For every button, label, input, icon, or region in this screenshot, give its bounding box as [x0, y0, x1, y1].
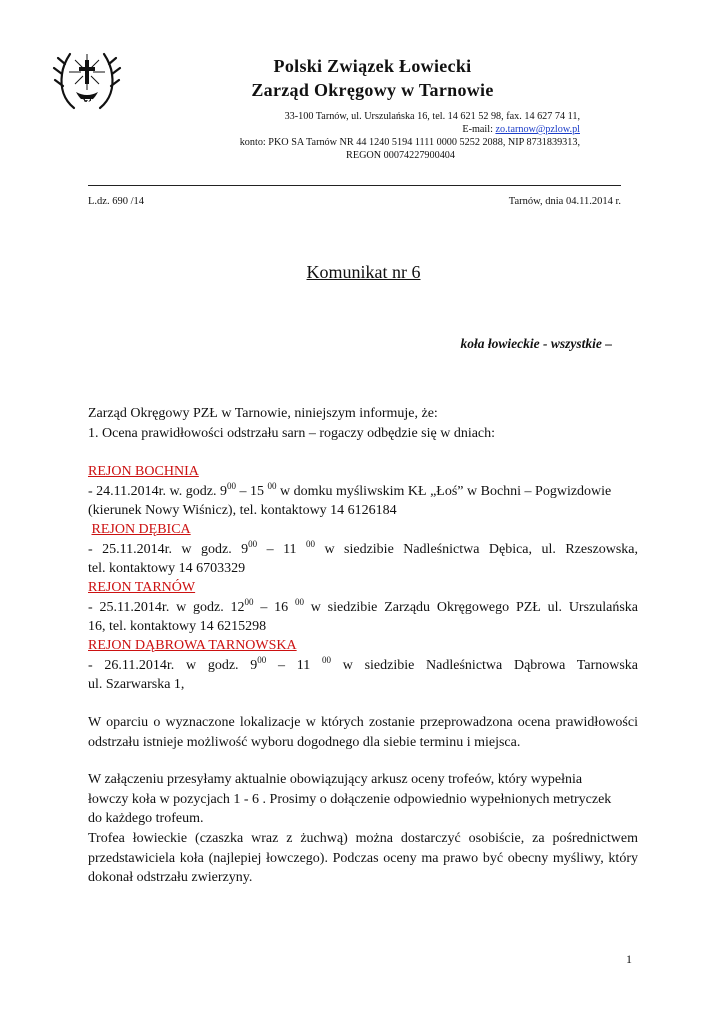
regon-line: REGON 00074227900404: [346, 150, 455, 161]
paragraph-location-choice: W oparciu o wyznaczone lokalizacje w których zostanie przeprowadzona ocena prawidłowości odstrzału istnieje możliwość wyboru dogodnego dla siebie terminu i miejsca.: [88, 715, 638, 750]
organization-unit: Zarząd Okręgowy w Tarnowie: [251, 80, 494, 100]
header-divider: [88, 185, 621, 186]
place-and-date: Tarnów, dnia 04.11.2014 r.: [508, 196, 621, 207]
region-contact-line: ul. Szarwarska 1,: [88, 677, 185, 693]
bank-account-line: konto: PKO SA Tarnów NR 44 1240 5194 1111 0000 5252 2088, NIP 8731839313,: [239, 137, 580, 148]
paragraph-trophies: Trofea łowieckie (czaszka wraz z żuchwą) można dostarczyć osobiście, za pośrednictwem przedstawiciela koła (najlepiej łowczego). Podczas oceny ma prawo być obecny myśliwy, który dokonał odstrzału zwierzyny.: [88, 831, 638, 886]
region-contact-line: tel. kontaktowy 14 6703329: [88, 561, 246, 577]
region-bochnia: [88, 462, 638, 521]
region-schedule-line: - 25.11.2014r. w godz. $9^{00} - 11$ $^{00}$ w siedzibie Nadleśnictwa Dębica, ul. Rzeszowska,: [88, 538, 639, 557]
page-number: 1: [626, 952, 632, 966]
reference-number: L.dz. 690 /14: [88, 196, 144, 207]
region-name-wrap: [88, 520, 638, 540]
svg-text:PZŁ: PZŁ: [78, 98, 96, 107]
organization-name: Polski Związek Łowiecki: [273, 56, 472, 76]
region-schedule-line: - 24.11.2014r. w. godz. $9^{00} - 15$ $^{00}$ w domku myśliwskim KŁ „Łoś” w Bochni – Pogwizdowie: [88, 480, 612, 499]
region-name: REJON TARNÓW: [88, 580, 196, 595]
region-name: REJON BOCHNIA: [88, 464, 199, 479]
region-debica: [88, 520, 638, 579]
recipient-line: koła łowieckie - wszystkie –: [460, 336, 612, 351]
address-line: 33-100 Tarnów, ul. Urszulańska 16, tel. 14 621 52 98, fax. 14 627 74 11,: [284, 111, 580, 122]
email-line: [150, 124, 580, 135]
region-dabrowa-tarnowska: [88, 636, 638, 695]
region-tarnow: [88, 578, 638, 637]
region-contact-line: (kierunek Nowy Wiśnicz), tel. kontaktowy 14 6126184: [88, 503, 397, 519]
document-title: Komunikat nr 6: [306, 262, 421, 282]
email-label: E-mail:: [462, 124, 496, 135]
region-name: REJON DĄBROWA TARNOWSKA: [88, 638, 297, 653]
region-name: REJON DĘBICA: [91, 522, 191, 537]
region-contact-line: 16, tel. kontaktowy 14 6215298: [88, 619, 267, 635]
email-link[interactable]: zo.tarnow@pzlow.pl: [495, 124, 580, 135]
list-item-1: 1. Ocena prawidłowości odstrzału sarn – rogaczy odbędzie się w dniach:: [88, 426, 496, 441]
intro-line: Zarząd Okręgowy PZŁ w Tarnowie, niniejszym informuje, że:: [88, 406, 438, 421]
region-schedule-line: - 26.11.2014r. w godz. $9^{00} - 11$ $^{00}$ w siedzibie Nadleśnictwa Dąbrowa Tarnowska: [88, 654, 638, 673]
region-schedule-line: - 25.11.2014r. w godz. $12^{00} - 16$ $^{00}$ w siedzibie Zarządu Okręgowego PZŁ ul. Urszulańska: [88, 596, 639, 615]
paragraph-attachment: W załączeniu przesyłamy aktualnie obowiązujący arkusz oceny trofeów, który wypełnia łowczy koła w pozycjach 1 - 6 . Prosimy o dołączenie odpowiednio wypełnionych metryczek do każdego trofeum.: [88, 772, 612, 827]
